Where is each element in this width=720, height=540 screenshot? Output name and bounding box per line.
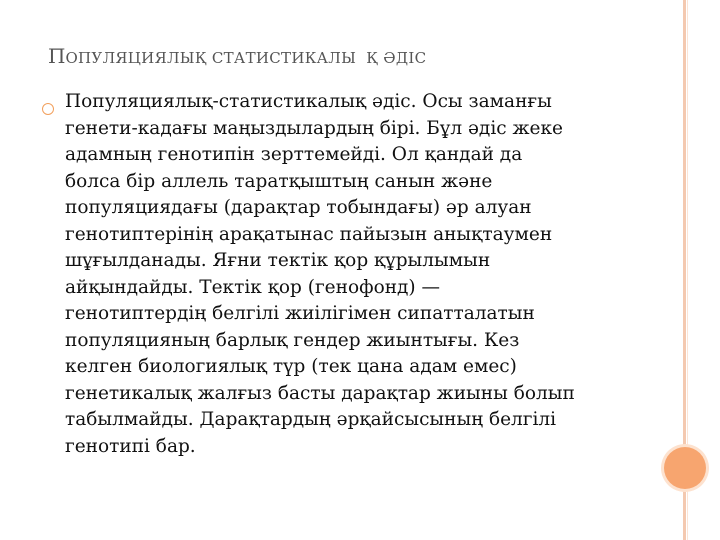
body-line: келген биологиялық түр (тек цана адам емес) — [65, 356, 517, 377]
body-line: генетикалық жалғыз басты дарақтар жиыны болып — [65, 382, 575, 404]
body-line: популяциядағы (дарақтар тобындағы) әр алуан — [65, 197, 532, 218]
body-line: генети-кадағы маңыздылардың бірі. Бұл әдіс жеке — [65, 117, 563, 139]
body-line: генотиптерінің арақатынас пайызын анықтаумен — [65, 223, 553, 245]
body-line: популяцияның барлық гендер жиынтығы. Кез — [65, 329, 520, 351]
slide-title-rest: ОПУЛЯЦИЯЛЫҚ СТАТИСТИКАЛЫ Қ ӘДІС — [65, 49, 427, 67]
slide-title — [48, 44, 426, 68]
body-line: болса бір аллель таратқыштың санын және — [65, 170, 493, 192]
body-line: адамның генотипін зерттемейді. Ол қандай да — [65, 144, 523, 165]
body-line: генотиптердің белгілі жиілігімен сипатталатын — [65, 303, 535, 324]
body-text — [65, 89, 630, 460]
body-line: табылмайды. Дарақтардың әрқайсысының белгілі — [65, 409, 557, 430]
slide-title-first-letter: П — [48, 44, 66, 68]
body-line: айқындайды. Тектік қор (генофонд) — — [65, 276, 441, 298]
body-line: Популяциялық-статистикалық әдіс. Осы заманғы — [65, 91, 552, 112]
body-line: шұғылданады. Яғни тектік қор құрылымын — [65, 250, 491, 271]
decorative-circle — [664, 447, 706, 489]
bullet-icon — [42, 103, 54, 115]
body-line: генотипі бар. — [65, 435, 196, 457]
